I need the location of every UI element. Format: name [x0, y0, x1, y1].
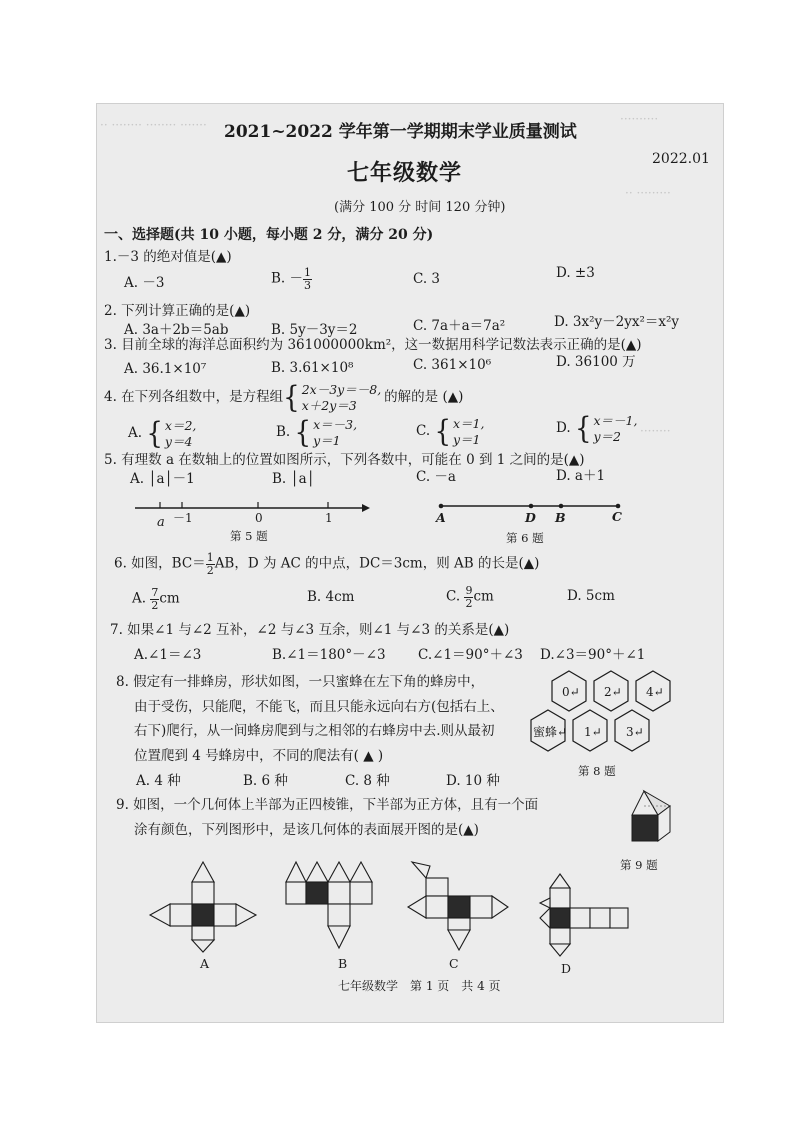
label-point-b: B [555, 510, 566, 525]
bleed-through-text: ········ [640, 424, 671, 438]
net-a-right-triangle [236, 904, 256, 926]
point-c [616, 504, 621, 509]
bleed-through-text: ·········· [620, 112, 659, 126]
q8-line-4: 位置爬到 4 号蜂房中，不同的爬法有( ▲ ) [134, 748, 384, 764]
q8-option-c: C. 8 种 [345, 773, 390, 789]
net-b-triangle-1 [286, 862, 306, 882]
net-a-left-triangle [150, 904, 170, 926]
q6-option-a: A. $\frac{7}{2}$ cm [132, 586, 180, 612]
net-b-triangle-4 [350, 862, 372, 882]
q6-option-d: D. 5cm [567, 588, 615, 604]
q6-stem: 6. 如图，BC＝ $\frac{1}{2}$ AB，D 为 AC 的中点，DC＝3cm，则 AB 的长是(▲) [114, 551, 540, 577]
net-c-label: C [449, 956, 459, 971]
net-a-square-shaded [192, 904, 214, 926]
net-a-square-bottom [192, 926, 214, 940]
solid-figure [626, 787, 674, 857]
q6-caption: 第 6 题 [506, 531, 544, 545]
net-b-square-1 [286, 882, 306, 904]
net-d-square-2 [570, 908, 590, 928]
net-a-label: A [200, 956, 210, 971]
q8-option-d: D. 10 种 [446, 773, 500, 789]
net-c-square-left [426, 896, 448, 918]
net-d-bottom-triangle [550, 944, 570, 956]
q5-caption: 第 5 题 [230, 529, 268, 543]
q5-option-b: B. │a│ [272, 471, 315, 487]
label-a: a [157, 515, 165, 530]
q4-stem: 4. 在下列各组数中，是方程组{ 2x－3y＝－8, x＋2y＝3 的解的是 (▲) [104, 380, 464, 415]
cube-front-shaded [632, 815, 658, 841]
net-option-b [284, 858, 384, 950]
q4-option-a: A. { x＝2, y＝4 [128, 416, 197, 451]
q8-option-a: A. 4 种 [136, 773, 181, 789]
net-c-bottom-triangle [448, 930, 470, 950]
q7-option-a: A.∠1＝∠3 [134, 647, 202, 663]
q1-option-d: D. ±3 [556, 265, 595, 281]
net-d-square-top [550, 888, 570, 908]
q8-caption: 第 8 题 [578, 764, 616, 778]
net-c-square-right [470, 896, 492, 918]
net-c-square-bottom [448, 918, 470, 930]
q5-stem: 5. 有理数 a 在数轴上的位置如图所示，下列各数中，可能在 0 到 1 之间的是(▲) [104, 452, 585, 468]
q9-line-1: 9. 如图，一个几何体上半部为正四棱锥，下半部为正方体，且有一个面 [116, 797, 539, 813]
hex-label-bee: 蜜蜂↵ [533, 725, 568, 739]
q7-option-b: B.∠1＝180°－∠3 [272, 647, 386, 663]
q8-line-1: 8. 假定有一排蜂房，形状如图，一只蜜蜂在左下角的蜂房中， [116, 674, 485, 690]
q2-stem: 2. 下列计算正确的是(▲) [104, 303, 251, 319]
q3-stem: 3. 目前全球的海洋总面积约为 361000000km²，这一数据用科学记数法表示正确的是(▲) [104, 337, 642, 353]
q3-option-d: D. 36100 万 [556, 354, 636, 370]
q1-option-c: C. 3 [413, 271, 441, 287]
label-minus-1: －1 [173, 511, 193, 525]
q9-caption: 第 9 题 [620, 858, 658, 872]
net-d-left-triangle-1 [540, 898, 550, 908]
q4-option-d: D. { x＝－1, y＝2 [556, 411, 638, 446]
label-point-d: D [525, 510, 536, 525]
exam-title: 2021~2022 学年第一学期期末学业质量测试 [224, 122, 577, 142]
net-d-label: D [561, 961, 572, 976]
label-1: 1 [325, 511, 333, 525]
q8-option-b: B. 6 种 [243, 773, 288, 789]
q1-option-b: B. － $\frac{1}{3}$ [271, 266, 312, 292]
q8-line-3: 右下)爬行，从一间蜂房爬到与之相邻的右蜂房中去.则从最初 [134, 723, 495, 739]
q2-option-d: D. 3x²y－2yx²＝x²y [554, 314, 680, 330]
net-b-triangle-2 [306, 862, 328, 882]
net-option-d [540, 872, 630, 958]
q3-option-c: C. 361×10⁶ [413, 357, 492, 373]
net-b-bottom-triangle [328, 926, 350, 948]
net-c-left-triangle [408, 896, 426, 918]
q5-option-a: A. │a│－1 [130, 471, 195, 487]
q1-option-a: A. －3 [124, 275, 165, 291]
q5-option-c: C. －a [416, 469, 456, 485]
label-point-a: A [436, 510, 446, 525]
q4-option-c: C. { x＝1, y＝1 [416, 414, 485, 449]
net-c-square-top [426, 878, 448, 896]
point-a [439, 504, 444, 509]
q2-option-c: C. 7a＋a＝7a² [413, 318, 506, 334]
q6-option-c: C. $\frac{9}{2}$ cm [446, 584, 494, 610]
net-b-square-4 [350, 882, 372, 904]
page-footer: 七年级数学 第 1 页 共 4 页 [338, 979, 501, 993]
net-c-right-triangle [492, 896, 508, 918]
bleed-through-text: ·· ········· [625, 186, 671, 200]
q1-stem: 1.－3 的绝对值是(▲) [104, 249, 232, 265]
point-d [529, 504, 534, 509]
net-d-square-4 [610, 908, 628, 928]
q4-option-b: B. { x＝－3, y＝1 [276, 415, 358, 450]
net-b-square-bottom [328, 904, 350, 926]
q6-option-b: B. 4cm [307, 589, 355, 605]
q3-option-a: A. 36.1×10⁷ [124, 361, 207, 377]
net-d-top-triangle [550, 874, 570, 888]
q2-option-a: A. 3a＋2b＝5ab [124, 322, 229, 338]
net-b-label: B [338, 956, 348, 971]
q5-option-d: D. a＋1 [556, 468, 606, 484]
net-option-c [406, 858, 510, 952]
net-a-square-top [192, 882, 214, 904]
hex-label-4: 4↵ [646, 685, 664, 699]
net-c-top-triangle [412, 862, 430, 878]
bleed-through-text: ·· ········ ········ ······· [100, 118, 207, 132]
net-option-a [148, 862, 258, 952]
number-line-arrow [362, 504, 370, 512]
section-title: 一、选择题(共 10 小题，每小题 2 分，满分 20 分) [104, 227, 434, 243]
q9-line-2: 涂有颜色，下列图形中，是该几何体的表面展开图的是(▲) [134, 822, 479, 838]
label-0: 0 [255, 511, 263, 525]
q2-option-b: B. 5y－3y＝2 [271, 322, 358, 338]
net-a-square-left [170, 904, 192, 926]
net-d-square-shaded [550, 908, 570, 928]
net-d-left-triangle-2 [540, 908, 550, 928]
hex-label-2: 2↵ [604, 685, 622, 699]
exam-date: 2022.01 [652, 151, 710, 167]
net-b-square-shaded [306, 882, 328, 904]
net-d-square-bottom [550, 928, 570, 944]
subject-title: 七年级数学 [347, 160, 463, 186]
hex-label-1: 1↵ [584, 725, 602, 739]
q7-option-d: D.∠3＝90°＋∠1 [540, 647, 646, 663]
q8-line-2: 由于受伤，只能爬，不能飞，而且只能永远向右方(包括右上、 [134, 699, 504, 715]
hex-label-3: 3↵ [626, 725, 644, 739]
label-point-c: C [612, 509, 622, 524]
hex-label-0: 0↵ [562, 685, 580, 699]
net-b-square-3 [328, 882, 350, 904]
net-b-triangle-3 [328, 862, 350, 882]
exam-info: (满分 100 分 时间 120 分钟) [334, 200, 506, 215]
net-a-bottom-triangle [192, 940, 214, 952]
point-b [559, 504, 564, 509]
net-d-square-3 [590, 908, 610, 928]
q7-option-c: C.∠1＝90°＋∠3 [418, 647, 523, 663]
q7-stem: 7. 如果∠1 与∠2 互补，∠2 与∠3 互余，则∠1 与∠3 的关系是(▲) [110, 622, 510, 638]
net-a-square-right [214, 904, 236, 926]
net-a-top-triangle [192, 862, 214, 882]
q3-option-b: B. 3.61×10⁸ [271, 360, 354, 376]
net-c-square-shaded [448, 896, 470, 918]
